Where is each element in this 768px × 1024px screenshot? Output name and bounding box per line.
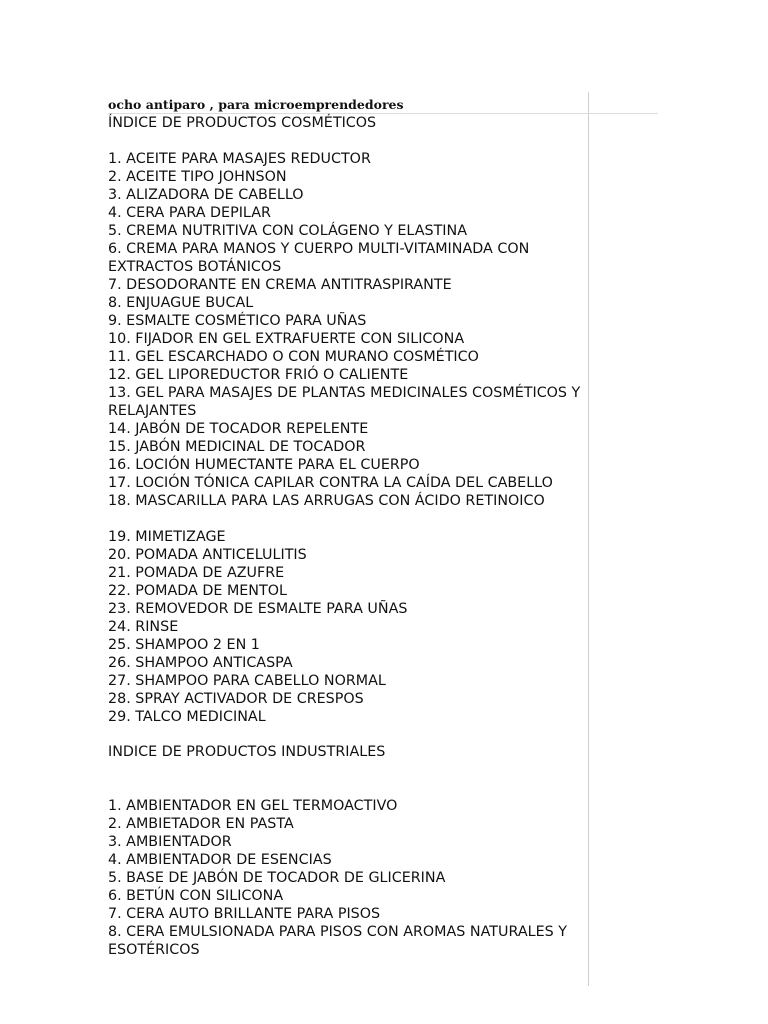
list-item: 5. CREMA NUTRITIVA CON COLÁGENO Y ELASTINA <box>108 223 467 239</box>
list-item: 23. REMOVEDOR DE ESMALTE PARA UÑAS <box>108 601 408 617</box>
list-item: 6. CREMA PARA MANOS Y CUERPO MULTI-VITAMINADA CON EXTRACTOS BOTÁNICOS <box>108 241 530 275</box>
list-item: 16. LOCIÓN HUMECTANTE PARA EL CUERPO <box>108 457 420 473</box>
list-item: 11. GEL ESCARCHADO O CON MURANO COSMÉTICO <box>108 349 479 365</box>
cosmetics-list-part-2 <box>108 528 588 726</box>
list-item: 1. AMBIENTADOR EN GEL TERMOACTIVO <box>108 798 398 814</box>
spacer <box>108 510 588 528</box>
list-item: 15. JABÓN MEDICINAL DE TOCADOR <box>108 439 366 455</box>
page-column-divider <box>588 92 589 986</box>
list-item: 2. ACEITE TIPO JOHNSON <box>108 169 287 185</box>
list-item: 22. POMADA DE MENTOL <box>108 583 287 599</box>
list-item: 14. JABÓN DE TOCADOR REPELENTE <box>108 421 369 437</box>
list-item: 25. SHAMPOO 2 EN 1 <box>108 637 260 653</box>
cosmetics-index-title: ÍNDICE DE PRODUCTOS COSMÉTICOS <box>108 115 377 131</box>
list-item: 9. ESMALTE COSMÉTICO PARA UÑAS <box>108 313 367 329</box>
document-content <box>108 114 588 959</box>
list-item: 19. MIMETIZAGE <box>108 529 226 545</box>
list-item: 28. SPRAY ACTIVADOR DE CRESPOS <box>108 691 364 707</box>
list-item: 5. BASE DE JABÓN DE TOCADOR DE GLICERINA <box>108 870 446 886</box>
list-item: 10. FIJADOR EN GEL EXTRAFUERTE CON SILICONA <box>108 331 465 347</box>
spacer <box>108 726 588 743</box>
list-item: 7. CERA AUTO BRILLANTE PARA PISOS <box>108 906 381 922</box>
list-item: 27. SHAMPOO PARA CABELLO NORMAL <box>108 673 386 689</box>
list-item: 7. DESODORANTE EN CREMA ANTITRASPIRANTE <box>108 277 452 293</box>
list-item: 20. POMADA ANTICELULITIS <box>108 547 307 563</box>
spacer <box>108 132 588 150</box>
list-item: 17. LOCIÓN TÓNICA CAPILAR CONTRA LA CAÍDA DEL CABELLO <box>108 475 553 491</box>
list-item: 12. GEL LIPOREDUCTOR FRIÓ O CALIENTE <box>108 367 409 383</box>
cosmetics-list-part-1 <box>108 150 588 510</box>
list-item: 24. RINSE <box>108 619 179 635</box>
list-item: 13. GEL PARA MASAJES DE PLANTAS MEDICINALES COSMÉTICOS Y RELAJANTES <box>108 385 581 419</box>
spacer <box>108 761 588 797</box>
list-item: 1. ACEITE PARA MASAJES REDUCTOR <box>108 151 371 167</box>
industrial-list <box>108 797 588 959</box>
list-item: 29. TALCO MEDICINAL <box>108 709 266 725</box>
list-item: 6. BETÚN CON SILICONA <box>108 888 284 904</box>
list-item: 8. ENJUAGUE BUCAL <box>108 295 254 311</box>
list-item: 18. MASCARILLA PARA LAS ARRUGAS CON ÁCIDO RETINOICO <box>108 493 545 509</box>
list-item: 4. CERA PARA DEPILAR <box>108 205 271 221</box>
list-item: 26. SHAMPOO ANTICASPA <box>108 655 293 671</box>
list-item: 3. ALIZADORA DE CABELLO <box>108 187 304 203</box>
page-header: ocho antiparo , para microemprendedores <box>108 97 404 112</box>
list-item: 3. AMBIENTADOR <box>108 834 232 850</box>
list-item: 2. AMBIETADOR EN PASTA <box>108 816 294 832</box>
list-item: 8. CERA EMULSIONADA PARA PISOS CON AROMAS NATURALES Y ESOTÉRICOS <box>108 924 567 958</box>
list-item: 4. AMBIENTADOR DE ESENCIAS <box>108 852 332 868</box>
list-item: 21. POMADA DE AZUFRE <box>108 565 285 581</box>
industrial-index-title: INDICE DE PRODUCTOS INDUSTRIALES <box>108 744 386 760</box>
